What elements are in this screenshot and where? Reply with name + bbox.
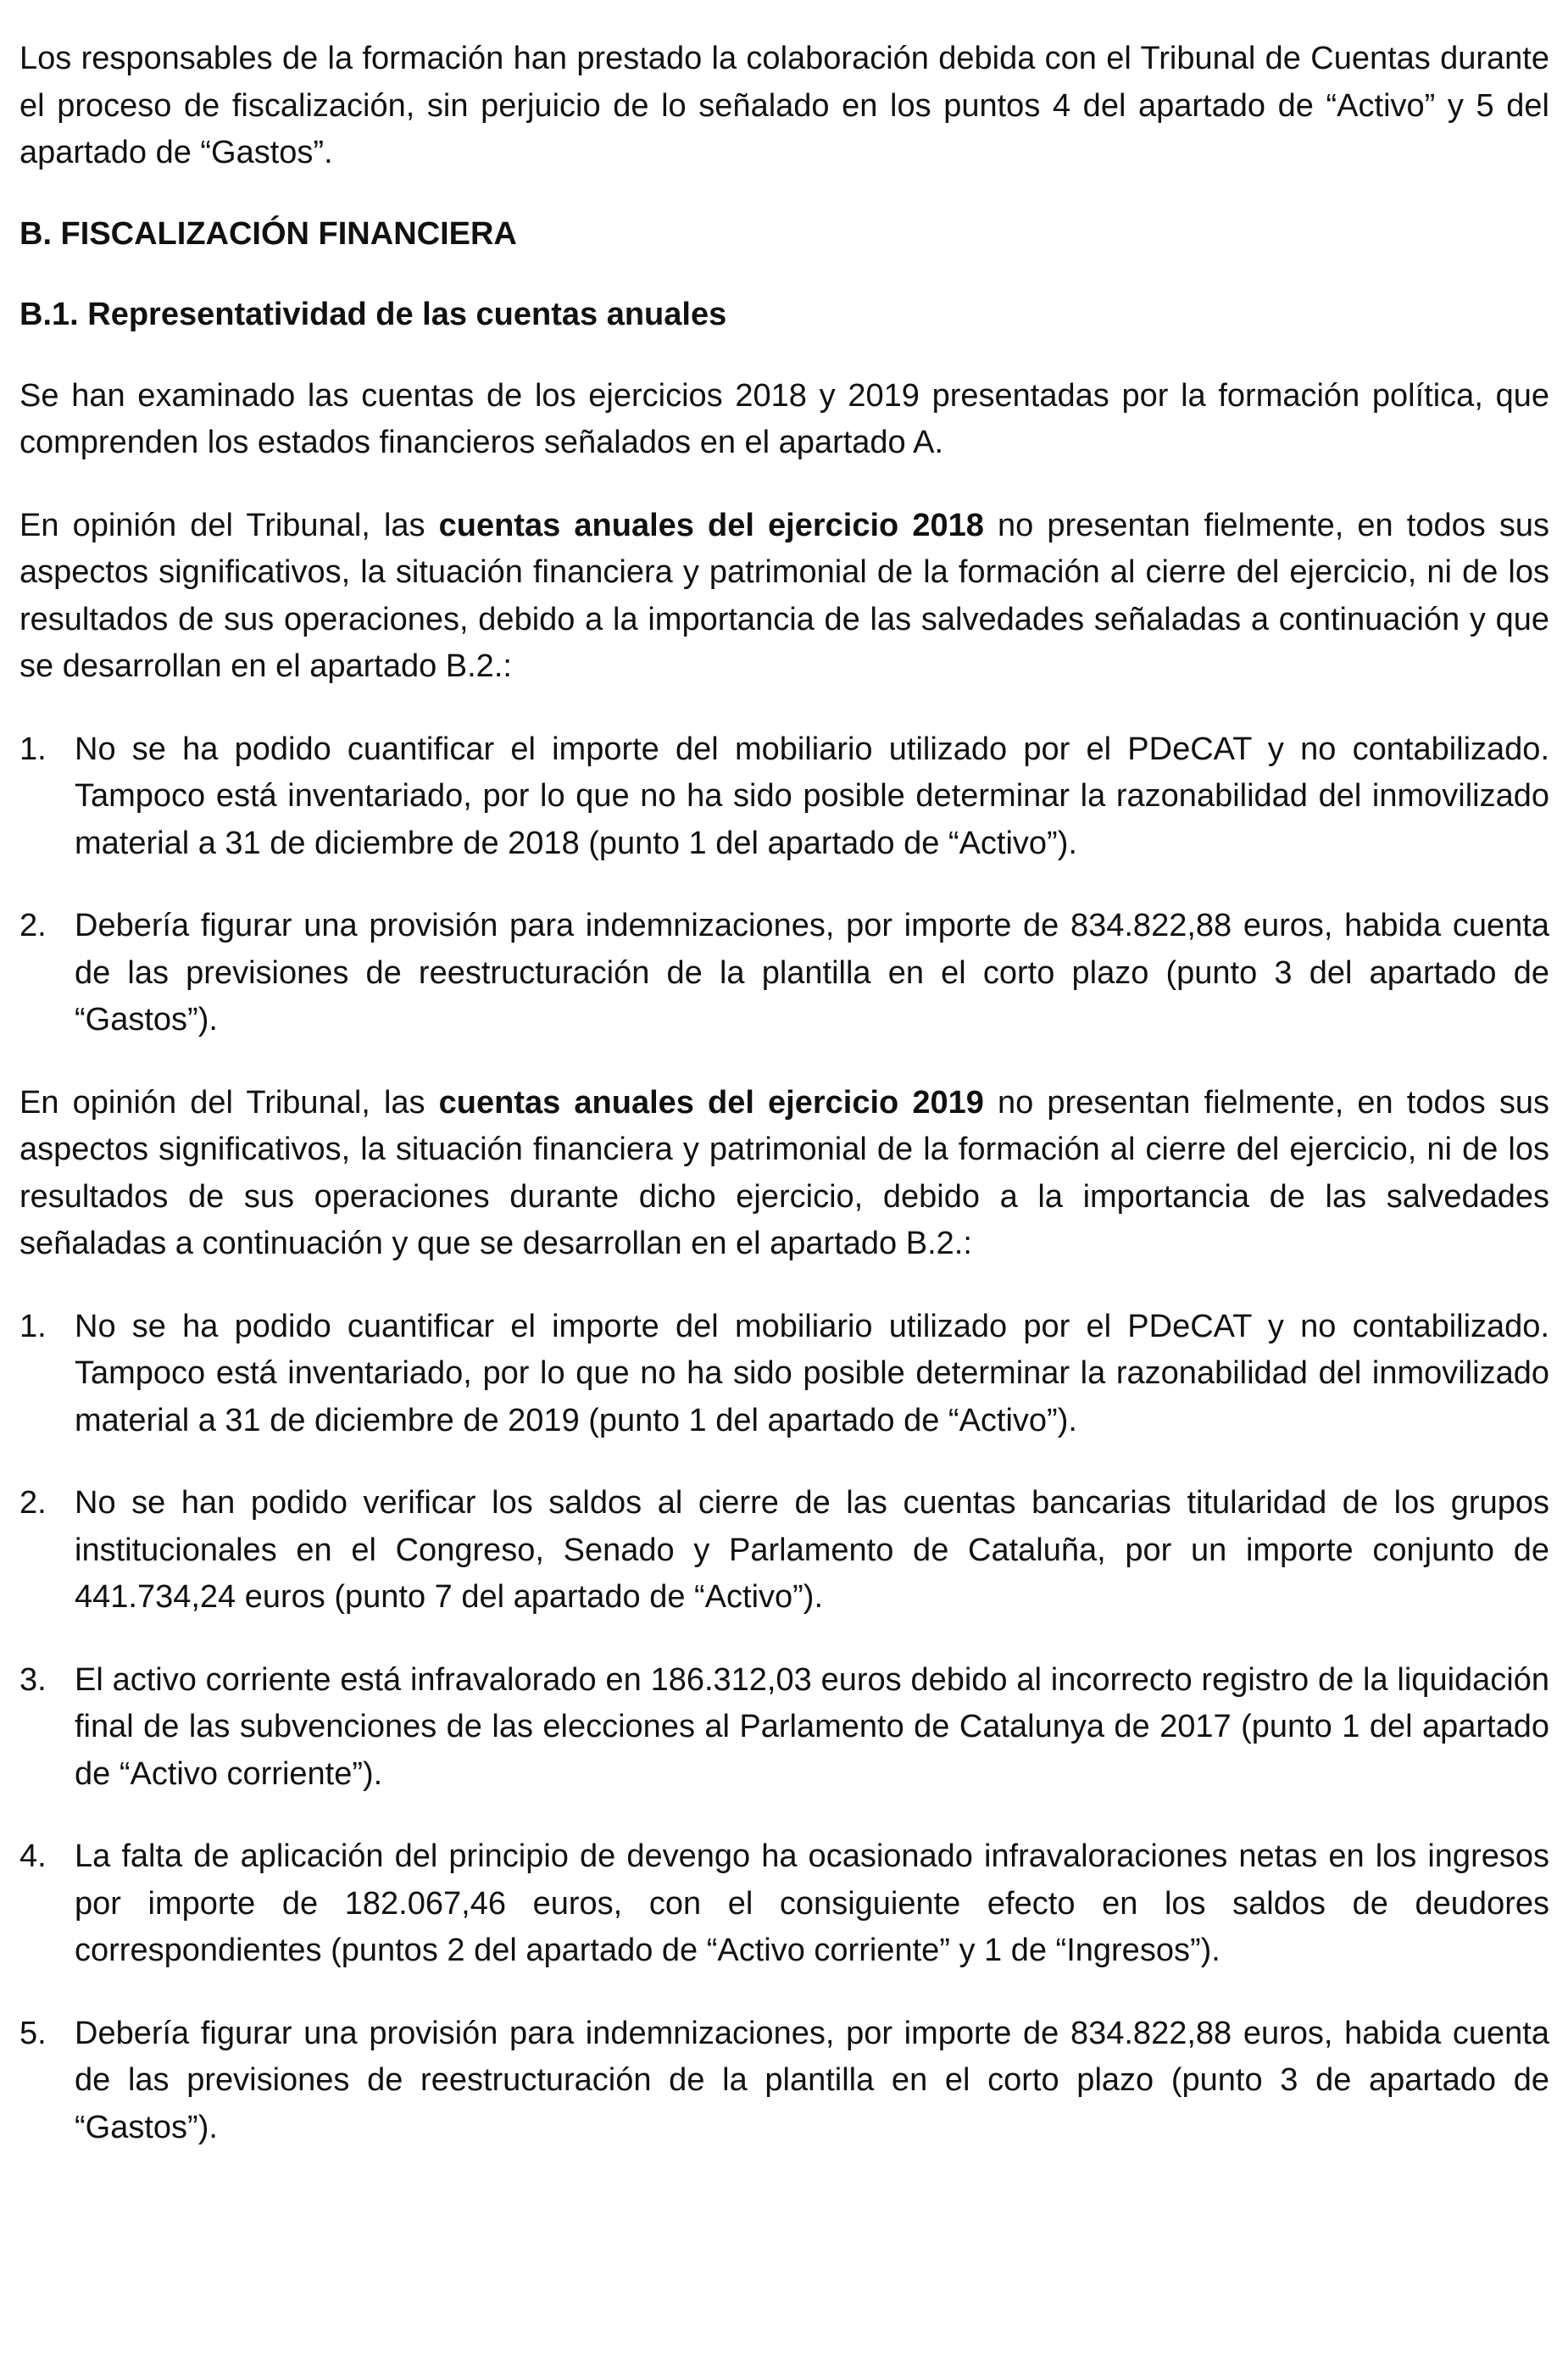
list-item-text: El activo corriente está infravalorado en 186.312,03 euros debido al incorrecto registro de la liquidación final de las subvenciones de las elecciones al Parlamento de Catalunya de 2017 (punto 1 del apartado de “Activo corriente”). [75,1661,1549,1792]
salvedades-2019-list [19,1304,1549,2152]
list-item-text: Debería figurar una provisión para indemnizaciones, por importe de 834.822,88 euros, habida cuenta de las previsiones de reestructuración de la plantilla en el corto plazo (punto 3 de apartado de “Gastos”). [75,2015,1549,2145]
list-item-number: 1. [19,731,47,767]
salvedades-2018-list [19,726,1549,1044]
list-item [19,1304,1549,1445]
list-item-number: 5. [19,2015,47,2051]
opinion-2018-rest: no presentan fielmente, en todos sus aspectos significativos, la situación financiera y patrimonial de la formación al cierre del ejercicio, ni de los resultados de sus operaciones, debido a la importancia de las salvedades señaladas a continuación y que se desarrollan en el apartado B.2.: [19,507,1549,684]
list-item-number: 3. [19,1661,47,1698]
list-item-text: No se ha podido cuantificar el importe del mobiliario utilizado por el PDeCAT y no contabilizado. Tampoco está inventariado, por lo que no ha sido posible determinar la razonabilidad del inmovilizado material a 31 de diciembre de 2018 (punto 1 del apartado de “Activo”). [75,731,1549,861]
list-item-number: 2. [19,1485,47,1521]
opinion-2018-lead: En opinión del Tribunal, las [19,507,439,543]
list-item [19,1657,1549,1799]
list-item-number: 4. [19,1838,47,1874]
opinion-2018-bold: cuentas anuales del ejercicio 2018 [438,507,984,543]
opinion-2018-paragraph [19,503,1549,691]
list-item-text: La falta de aplicación del principio de devengo ha ocasionado infravaloraciones netas en los ingresos por importe de 182.067,46 euros, con el consiguiente efecto en los saldos de deudores correspondientes (puntos 2 del apartado de “Activo corriente” y 1 de “Ingresos”). [75,1838,1549,1968]
examined-paragraph: Se han examinado las cuentas de los ejercicios 2018 y 2019 presentadas por la formación política, que comprenden los estados financieros señalados en el apartado A. [19,377,1549,460]
list-item [19,1480,1549,1622]
document-page [19,36,1549,2187]
opinion-2019-paragraph [19,1080,1549,1268]
list-item [19,1833,1549,1975]
opinion-2019-rest: no presentan fielmente, en todos sus aspectos significativos, la situación financiera y patrimonial de la formación al cierre del ejercicio, ni de los resultados de sus operaciones durante dicho ejercicio, debido a la importancia de las salvedades señaladas a continuación y que se desarrollan en el apartado B.2.: [19,1084,1549,1261]
list-item [19,726,1549,868]
list-item-text: Debería figurar una provisión para indemnizaciones, por importe de 834.822,88 euros, habida cuenta de las previsiones de reestructuración de la plantilla en el corto plazo (punto 3 del apartado de “Gastos”). [75,908,1549,1037]
opinion-2019-lead: En opinión del Tribunal, las [19,1084,439,1121]
list-item [19,2011,1549,2152]
list-item-text: No se ha podido cuantificar el importe del mobiliario utilizado por el PDeCAT y no contabilizado. Tampoco está inventariado, por lo que no ha sido posible determinar la razonabilidad del inmovilizado material a 31 de diciembre de 2019 (punto 1 del apartado de “Activo”). [75,1308,1549,1438]
list-item-number: 1. [19,1308,47,1344]
list-item-number: 2. [19,908,47,943]
opinion-2019-bold: cuentas anuales del ejercicio 2019 [438,1084,984,1121]
intro-paragraph: Los responsables de la formación han prestado la colaboración debida con el Tribunal de Cuentas durante el proceso de fiscalización, sin perjuicio de lo señalado en los puntos 4 del apartado de “Activo” y 5 del apartado de “Gastos”. [19,41,1549,170]
section-title: B. FISCALIZACIÓN FINANCIERA [19,215,517,252]
subsection-title: B.1. Representatividad de las cuentas anuales [19,297,727,332]
list-item [19,903,1549,1044]
list-item-text: No se han podido verificar los saldos al cierre de las cuentas bancarias titularidad de los grupos institucionales en el Congreso, Senado y Parlamento de Cataluña, por un importe conjunto de 441.734,24 euros (punto 7 del apartado de “Activo”). [75,1485,1549,1615]
